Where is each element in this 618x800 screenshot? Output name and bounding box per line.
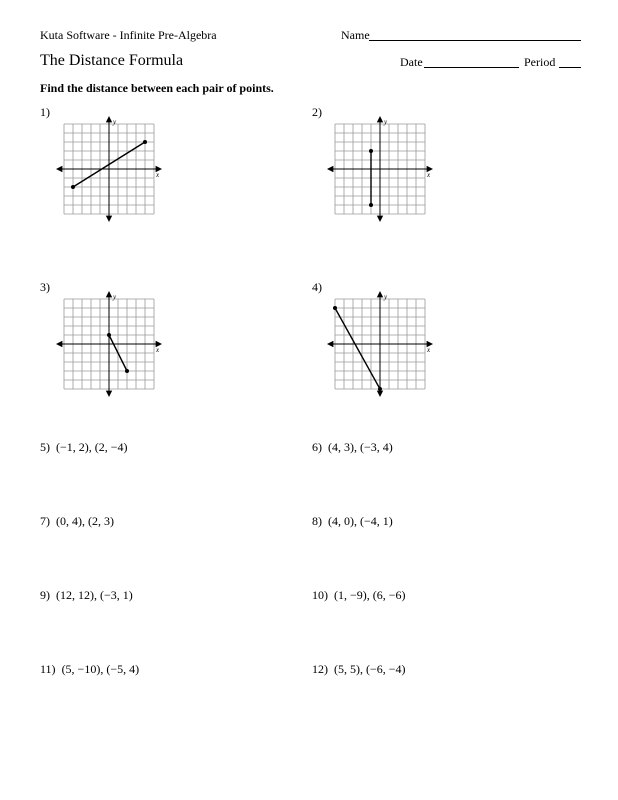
x-axis-label: x: [427, 346, 431, 354]
date-field-line[interactable]: [424, 67, 519, 68]
point-pair: (1, −9), (6, −6): [334, 588, 406, 602]
endpoint: [71, 185, 75, 189]
endpoint: [369, 149, 373, 153]
x-axis-label: x: [156, 346, 160, 354]
problem-number: 6): [312, 440, 322, 454]
problem-number: 9): [40, 588, 50, 602]
y-axis-arrow-top: [377, 291, 383, 297]
name-field-line[interactable]: [369, 40, 581, 41]
y-axis-arrow-bottom: [377, 391, 383, 397]
point-pair: (12, 12), (−3, 1): [56, 588, 133, 602]
x-axis-label: x: [156, 171, 160, 179]
problem-number: 3): [40, 280, 50, 294]
problem-number: 12): [312, 662, 328, 676]
problem-9: [40, 588, 133, 603]
problem-10: [312, 588, 406, 603]
problem-11: [40, 662, 139, 677]
x-axis-arrow-left: [56, 341, 62, 347]
y-axis-label: y: [113, 293, 117, 301]
x-axis-arrow-left: [56, 166, 62, 172]
endpoint: [333, 306, 337, 310]
coordinate-graph: [56, 114, 168, 230]
problem-12: [312, 662, 406, 677]
page-title: The Distance Formula: [40, 52, 184, 69]
point-pair: (0, 4), (2, 3): [56, 514, 114, 528]
y-axis-arrow-top: [377, 116, 383, 122]
x-axis-arrow-left: [327, 341, 333, 347]
y-axis-arrow-bottom: [377, 216, 383, 222]
y-axis-label: y: [384, 293, 388, 301]
date-label: Date: [400, 55, 423, 69]
endpoint: [369, 203, 373, 207]
problem-6: [312, 440, 393, 455]
y-axis-label: y: [384, 118, 388, 126]
coordinate-graph: [56, 289, 168, 405]
problem-number: 7): [40, 514, 50, 528]
endpoint: [143, 140, 147, 144]
endpoint: [378, 387, 382, 391]
problem-number: 5): [40, 440, 50, 454]
problem-8: [312, 514, 393, 529]
period-field-line[interactable]: [559, 67, 581, 68]
point-pair: (−1, 2), (2, −4): [56, 440, 128, 454]
problem-number: 10): [312, 588, 328, 602]
problem-number: 11): [40, 662, 56, 676]
problem-number: 2): [312, 105, 322, 119]
endpoint: [107, 333, 111, 337]
point-pair: (5, 5), (−6, −4): [334, 662, 406, 676]
instructions: Find the distance between each pair of points.: [40, 81, 274, 95]
y-axis-arrow-top: [106, 291, 112, 297]
plotted-segment: [335, 308, 380, 389]
x-axis-label: x: [427, 171, 431, 179]
y-axis-arrow-top: [106, 116, 112, 122]
point-pair: (4, 0), (−4, 1): [328, 514, 393, 528]
y-axis-arrow-bottom: [106, 216, 112, 222]
endpoint: [125, 369, 129, 373]
x-axis-arrow-left: [327, 166, 333, 172]
point-pair: (5, −10), (−5, 4): [61, 662, 140, 676]
problem-number: 1): [40, 105, 50, 119]
name-label: Name: [341, 28, 370, 42]
y-axis-arrow-bottom: [106, 391, 112, 397]
problem-number: 4): [312, 280, 322, 294]
worksheet-source: Kuta Software - Infinite Pre-Algebra: [40, 28, 217, 42]
problem-number: 8): [312, 514, 322, 528]
period-label: Period: [524, 55, 556, 69]
coordinate-graph: [327, 114, 439, 230]
point-pair: (4, 3), (−3, 4): [328, 440, 393, 454]
problem-7: [40, 514, 114, 529]
coordinate-graph: [327, 289, 439, 405]
problem-5: [40, 440, 128, 455]
y-axis-label: y: [113, 118, 117, 126]
